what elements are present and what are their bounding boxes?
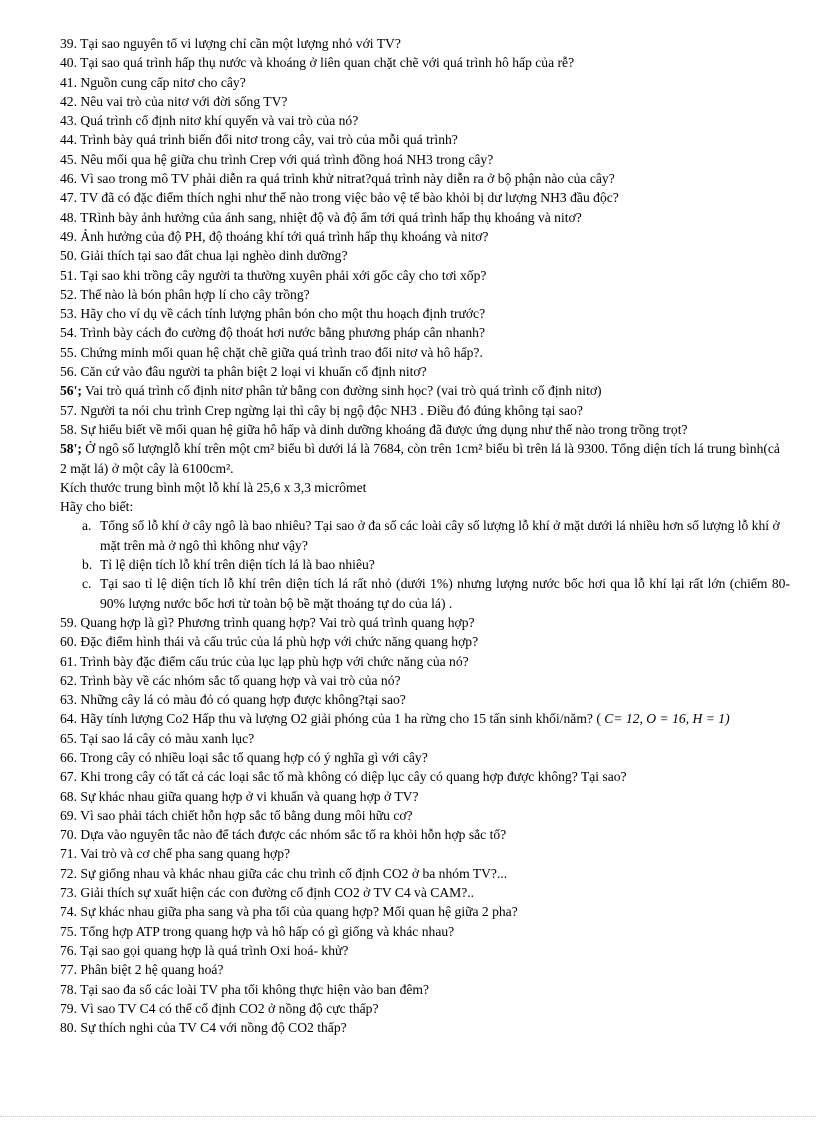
stomata-size-line: Kích thước trung bình một lỗ khí là 25,6 x 3,3 micrômet — [60, 479, 367, 495]
question-58: 58. Sự hiểu biết về mối quan hệ giữa hô hấp và dinh dưỡng khoáng đã được ứng dụng như thế nào trong trồng trọt? — [60, 421, 688, 437]
question-77: 77. Phân biệt 2 hệ quang hoá? — [60, 962, 224, 978]
sub-question-text: Tổng số lỗ khí ở cây ngô là bao nhiêu? Tại sao ở đa số các loài cây số lượng lỗ khí ở mặt dưới lá nhiều hơn số lượng lỗ khí ở mặt trên mà ở ngô thì không như vậy? — [100, 518, 780, 553]
question-52: 52. Thế nào là bón phân hợp lí cho cây trồng? — [60, 286, 310, 302]
question-49: 49. Ảnh hưởng của độ PH, độ thoáng khí tới quá trình hấp thụ khoáng và nitơ? — [60, 228, 489, 244]
sub-question-c — [60, 574, 790, 613]
question-39: 39. Tại sao nguyên tố vi lượng chỉ cần một lượng nhỏ với TV? — [60, 36, 401, 51]
sub-question-list — [60, 516, 790, 612]
sub-question-text: Tỉ lệ diện tích lỗ khí trên diện tích lá là bao nhiêu? — [100, 557, 375, 573]
question-67: 67. Khi trong cây có tất cả các loại sắc tố mà không có diệp lục cây có quang hợp được không? Tại sao? — [60, 769, 627, 785]
question-76: 76. Tại sao gọi quang hợp là quá trình Oxi hoá- khử? — [60, 942, 349, 958]
question-60: 60. Đặc điểm hình thái và cấu trúc của lá phù hợp với chức năng quang hợp? — [60, 634, 479, 650]
question-56-prime — [60, 381, 790, 400]
question-43: 43. Quá trình cố định nitơ khí quyển và vai trò của nó? — [60, 113, 359, 129]
question-71: 71. Vai trò và cơ chế pha sang quang hợp? — [60, 846, 291, 862]
question-64-text: 64. Hãy tính lượng Co2 Hấp thu và lượng O2 giải phóng của 1 ha rừng cho 15 tấn sinh khối/năm? ( — [60, 711, 605, 727]
question-63: 63. Những cây lá có màu đỏ có quang hợp được không?tại sao? — [60, 692, 406, 708]
question-59: 59. Quang hợp là gì? Phương trình quang hợp? Vai trò quá trình quang hợp? — [60, 614, 475, 630]
question-79: 79. Vì sao TV C4 có thể cố định CO2 ở nồng độ cực thấp? — [60, 1000, 379, 1016]
sub-question-text: Tại sao tỉ lệ diện tích lỗ khí trên diện tích lá rất nhỏ (dưới 1%) nhưng lượng nước bốc hơi qua lỗ khí lại rất lớn (chiếm 80- 90% lượng nước bốc hơi từ toàn bộ bề mặt thoáng tự do của lá) . — [100, 576, 790, 611]
question-75: 75. Tổng hợp ATP trong quang hợp và hô hấp có gì giống và khác nhau? — [60, 923, 455, 939]
question-55: 55. Chứng minh mối quan hệ chặt chẽ giữa quá trình trao đổi nitơ và hô hấp?. — [60, 344, 483, 360]
question-47: 47. TV đã có đặc điểm thích nghi như thế nào trong việc bảo vệ tế bào khỏi bị dư lượng NH3 đầu độc? — [60, 190, 619, 206]
question-62: 62. Trình bày về các nhóm sắc tố quang hợp và vai trò của nó? — [60, 672, 401, 688]
sub-question-label: b. — [82, 557, 93, 573]
question-57: 57. Người ta nói chu trình Crep ngừng lại thì cây bị ngộ độc NH3 . Điều đó đúng không tại sao? — [60, 402, 583, 418]
question-73: 73. Giải thích sự xuất hiện các con đường cố định CO2 ở TV C4 và CAM?.. — [60, 885, 475, 901]
question-50: 50. Giải thích tại sao đất chua lại nghèo dinh dưỡng? — [60, 248, 348, 264]
question-56: 56. Căn cứ vào đâu người ta phân biệt 2 loại vi khuẩn cố định nitơ? — [60, 364, 427, 380]
question-68: 68. Sự khác nhau giữa quang hợp ở vi khuẩn và quang hợp ở TV? — [60, 788, 419, 804]
question-65: 65. Tại sao lá cây có màu xanh lục? — [60, 730, 255, 746]
question-56-prime-text: Vai trò quá trình cố định nitơ phân tử bằng con đường sinh học? (vai trò quá trình cố định nitơ) — [81, 383, 602, 399]
question-66: 66. Trong cây có nhiều loại sắc tố quang hợp có ý nghĩa gì với cây? — [60, 749, 428, 765]
question-70: 70. Dựa vào nguyên tắc nào để tách được các nhóm sắc tố ra khỏi hỗn hợp sắc tố? — [60, 827, 507, 843]
question-58-prime-text: Ở ngô số lượnglỗ khí trên một cm² biểu bì dưới lá là 7684, còn trên 1cm² biểu bì trên lá là 9300. Tổng diện tích lá trung bình(cả 2 mặt lá) ở một cây là 6100cm². — [60, 441, 780, 476]
question-48: 48. TRình bày ảnh hưởng của ánh sang, nhiệt độ và độ ẩm tới quá trình hấp thụ khoáng và nitơ? — [60, 209, 582, 225]
question-42: 42. Nêu vai trò của nitơ với đời sống TV? — [60, 93, 288, 109]
sub-question-b — [60, 555, 790, 574]
question-41: 41. Nguồn cung cấp nitơ cho cây? — [60, 74, 246, 90]
question-64-atomic-masses: C= 12, O = 16, H = 1) — [604, 711, 730, 727]
sub-question-a — [60, 516, 790, 555]
question-54: 54. Trình bày cách đo cường độ thoát hơi nước bằng phương pháp cân nhanh? — [60, 325, 485, 341]
question-58-prime — [60, 439, 790, 478]
page-bottom-rule — [0, 1116, 816, 1117]
sub-question-label: a. — [82, 518, 92, 534]
question-44: 44. Trình bày quá trình biến đổi nitơ trong cây, vai trò của mỗi quá trình? — [60, 132, 458, 148]
question-69: 69. Vì sao phải tách chiết hỗn hợp sắc tố bằng dung môi hữu cơ? — [60, 807, 413, 823]
question-51: 51. Tại sao khi trồng cây người ta thường xuyên phải xới gốc cây cho tơi xốp? — [60, 267, 487, 283]
question-61: 61. Trình bày đặc điểm cấu trúc của lục lạp phù hợp với chức năng của nó? — [60, 653, 469, 669]
sub-question-label: c. — [82, 576, 92, 592]
question-64 — [60, 709, 790, 728]
question-78: 78. Tại sao đa số các loài TV pha tối không thực hiện vào ban đêm? — [60, 981, 430, 997]
question-40: 40. Tại sao quá trình hấp thụ nước và khoáng ở liên quan chặt chẽ với quá trình hô hấp của rễ? — [60, 55, 575, 71]
question-53: 53. Hãy cho ví dụ về cách tính lượng phân bón cho một thu hoạch định trước? — [60, 306, 486, 322]
question-45: 45. Nêu mối qua hệ giữa chu trình Crep với quá trình đồng hoá NH3 trong cây? — [60, 151, 494, 167]
question-80: 80. Sự thích nghi của TV C4 với nồng độ CO2 thấp? — [60, 1020, 347, 1036]
question-72: 72. Sự giống nhau và khác nhau giữa các chu trình cố định CO2 ở ba nhóm TV?... — [60, 865, 508, 881]
question-46: 46. Vì sao trong mô TV phải diễn ra quá trình khử nitrat?quá trình này diễn ra ở bộ phận nào của cây? — [60, 171, 615, 187]
question-sheet — [60, 34, 790, 1037]
question-74: 74. Sự khác nhau giữa pha sang và pha tối của quang hợp? Mối quan hệ giữa 2 pha? — [60, 904, 518, 920]
question-56-prime-number: 56'; — [60, 383, 82, 399]
ask-line: Hãy cho biết: — [60, 499, 134, 515]
question-58-prime-number: 58'; — [60, 441, 82, 457]
